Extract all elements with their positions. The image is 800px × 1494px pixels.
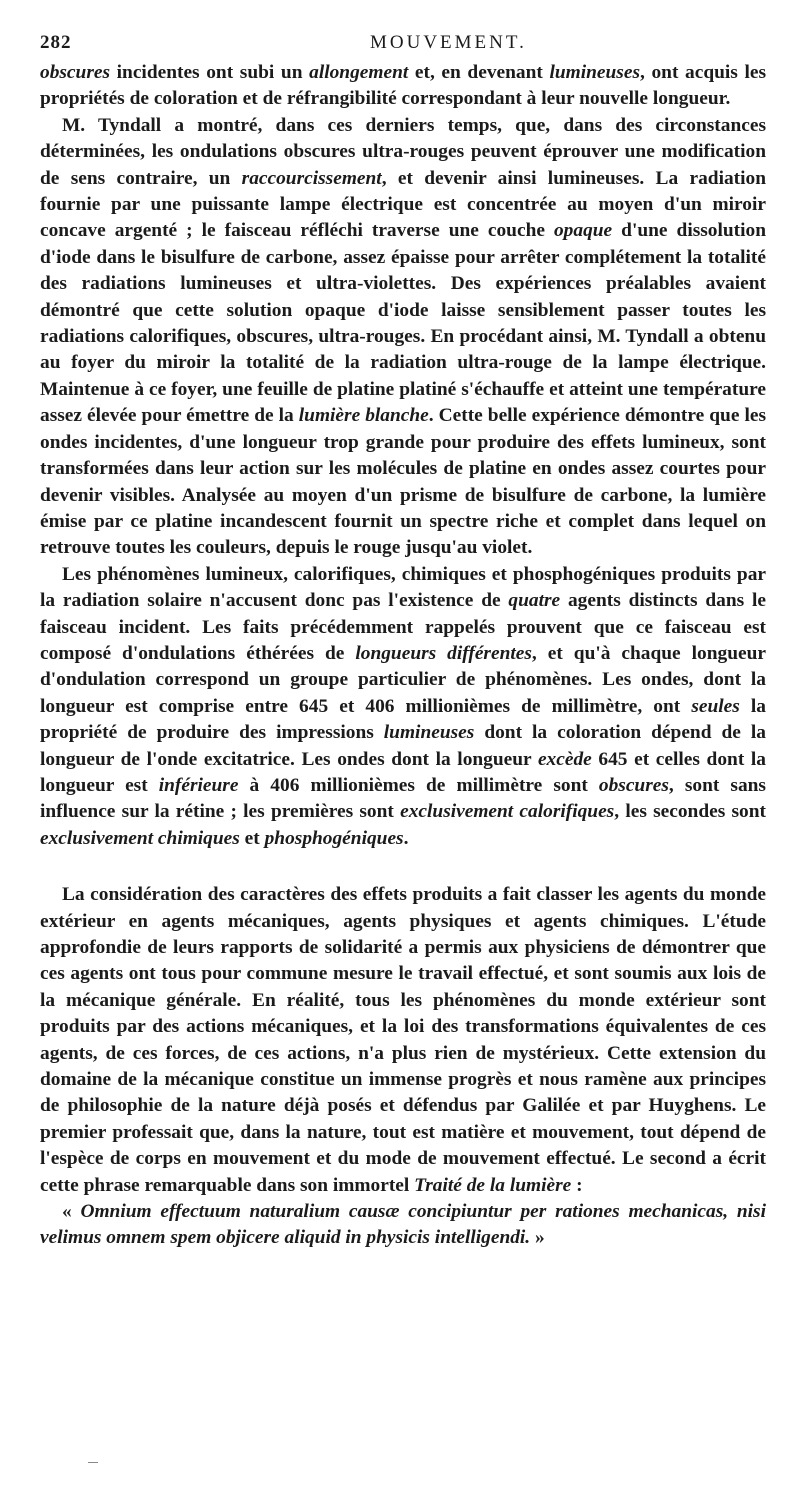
p3-italic-9: exclusivement chimiques bbox=[40, 827, 240, 849]
p1-italic-1: obscures bbox=[40, 62, 111, 83]
p3-italic-2: longueurs différentes bbox=[355, 642, 532, 664]
p4-italic-1: Traité de la lumière bbox=[414, 1174, 572, 1196]
p3-text-2: agents distincts dans le faisceau incident. Les faits précédemment rappelés prouvent que ce faisceau est composé d'ondulations éthérées de bbox=[40, 590, 767, 664]
p3-italic-6: inférieure bbox=[158, 774, 239, 796]
running-head: MOUVEMENT. bbox=[370, 32, 527, 53]
p2-text-3: d'une dissolution d'iode dans le bisulfure de carbone, assez épaisse pour arrêter complétement la totalité des radiations lumineuses et ultra-violettes. Des expériences préalables avaient démontré que cette solution opaque d'iode laisse sensiblement passer toutes les radiations calorifiques, obscures, ultra-rouges. En procédant ainsi, M. Tyndall a obtenu au foyer du miroir la totalité de la radiation ultra-rouge de la lampe électrique. Maintenue à ce foyer, une feuille de platine platiné s'échauffe et atteint une température assez élevée pour émettre de la bbox=[40, 220, 766, 427]
p1-text-1: incidentes ont subi un bbox=[110, 62, 310, 83]
page-mark bbox=[88, 1462, 98, 1463]
p3-italic-8: exclusivement calorifiques bbox=[400, 801, 615, 823]
p2-text-1: M. Tyndall a montré, dans ces derniers temps, que, dans des circonstances déterminées, les ondulations obscures ultra-rouges peuvent éprouver une modification de sens contraire, un bbox=[40, 114, 766, 189]
paragraph-3 bbox=[40, 562, 766, 852]
quote-open: « bbox=[62, 1201, 81, 1223]
quote-close: » bbox=[530, 1227, 545, 1249]
p3-text-3: , et qu'à chaque longueur d'ondulation correspond un groupe particulier de phénomènes. Les ondes, dont la longueur est comprise entre 645 et 406 millionièmes de millimètre, ont bbox=[40, 642, 766, 717]
p4-text-2: : bbox=[571, 1174, 583, 1196]
p1-text-3: , ont acquis les propriétés de coloration et de réfrangibilité correspondant à leur nouvelle longueur. bbox=[40, 62, 767, 110]
p4-text-1: La considération des caractères des effets produits a fait classer les agents du monde extérieur en agents mécaniques, agents physiques et agents chimiques. L'étude approfondie de leurs rapports de solidarité a permis aux physiciens de démontrer que ces agents ont tous pour commune mesure le travail effectué, et sont soumis aux lois de la mécanique générale. En réalité, tous les phénomènes du monde extérieur sont produits par des actions mécaniques, et la loi des transformations équivalentes de ces agents, de ces forces, de ces actions, n'a plus rien de mystérieux. Cette extension du domaine de la mécanique constitue un immense progrès et nous ramène aux principes de philosophie de la nature déjà posés et défendus par Galilée et par Huyghens. Le premier professait que, dans la nature, tout est matière et mouvement, tout dépend de l'espèce de corps en mouvement et du mode de mouvement effectué. Le second a écrit cette phrase remarquable dans son immortel bbox=[40, 884, 766, 1196]
page-number: 282 bbox=[40, 32, 72, 53]
p3-text-9: , les secondes sont bbox=[614, 801, 766, 823]
p3-italic-3: seules bbox=[691, 695, 740, 717]
p2-text-2: , et devenir ainsi lumineuses. La radiation fournie par une puissante lampe électrique est concentrée au moyen d'un miroir concave argenté ; le faisceau réfléchi traverse une couche bbox=[40, 167, 766, 242]
body-text bbox=[40, 60, 766, 1252]
p1-italic-3: lumineuses bbox=[549, 62, 640, 83]
page-header bbox=[40, 30, 766, 60]
paragraph-2 bbox=[40, 113, 766, 562]
p3-italic-7: obscures bbox=[598, 774, 669, 796]
p3-text-4: la propriété de produire des impressions bbox=[40, 695, 766, 744]
p3-text-5: dont la coloration dépend de la longueur de l'onde excitatrice. Les ondes dont la longueur bbox=[40, 722, 766, 770]
p2-italic-2: opaque bbox=[553, 220, 613, 242]
p3-text-6: 645 et celles dont la longueur est bbox=[40, 748, 766, 796]
quote-text: Omnium effectuum naturalium causæ concipiuntur per rationes mechanicas, nisi velimus omnem spem objicere aliquid in physicis intelligendi. bbox=[40, 1201, 766, 1249]
p3-text-10: et bbox=[239, 827, 265, 849]
paragraph-4 bbox=[40, 882, 766, 1199]
p3-text-11: . bbox=[403, 827, 409, 849]
p3-text-7: à 406 millionièmes de millimètre sont bbox=[238, 774, 599, 796]
paragraph-1 bbox=[40, 60, 766, 113]
p3-text-1: Les phénomènes lumineux, calorifiques, chimiques et phosphogéniques produits par la radiation solaire n'accusent donc pas l'existence de bbox=[40, 563, 766, 612]
p1-italic-2: allongement bbox=[309, 62, 409, 83]
p3-italic-5: excède bbox=[537, 748, 592, 770]
p3-italic-10: phosphogéniques bbox=[264, 827, 404, 849]
p3-text-8: , sont sans influence sur la rétine ; les premières sont bbox=[40, 774, 766, 823]
p2-text-4: . Cette belle expérience démontre que les ondes incidentes, d'une longueur trop grande pour produire des effets lumineux, sont transformées dans leur action sur les molécules de platine en ondes assez courtes pour devenir visibles. Analysée au moyen d'un prisme de bisulfure de carbone, la lumière émise par ce platine incandescent fournit un spectre riche et complet dans lequel on retrouve toutes les couleurs, depuis le rouge jusqu'au violet. bbox=[40, 405, 766, 559]
p2-italic-1: raccourcissement bbox=[241, 167, 382, 189]
p2-italic-3: lumière blanche bbox=[298, 405, 429, 427]
p3-italic-4: lumineuses bbox=[383, 722, 475, 744]
p3-italic-1: quatre bbox=[508, 590, 561, 612]
latin-quotation bbox=[40, 1199, 766, 1252]
p1-text-2: et, en devenant bbox=[408, 62, 550, 83]
